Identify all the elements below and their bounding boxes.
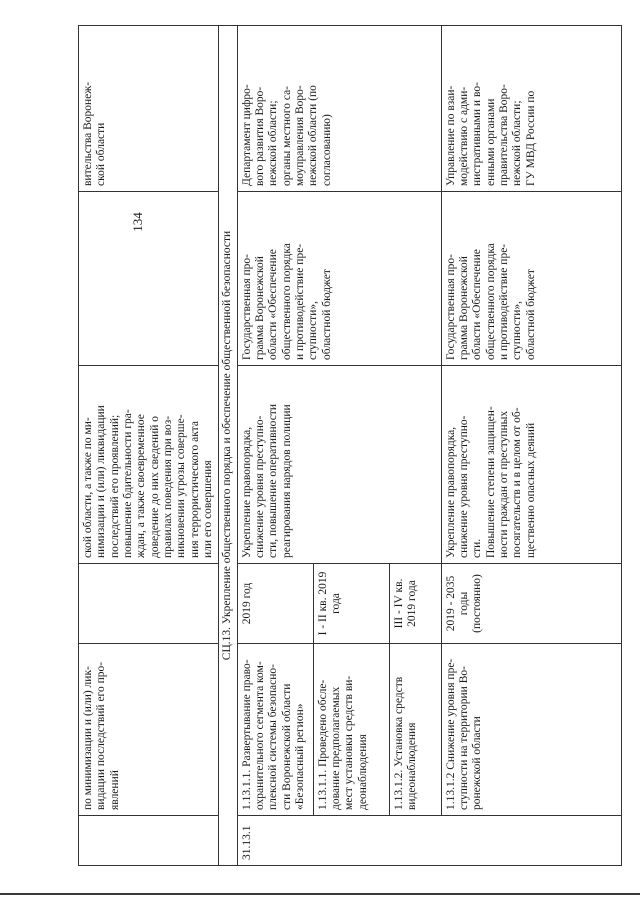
rotated-table-area (78, 26, 589, 866)
cell-text: Управление по взаи- модействию с адми- нистративными и во- енными органами правительства Воро- нежской области; ГУ МВД России по (444, 82, 537, 186)
table-cell (79, 644, 219, 816)
table-cell (237, 366, 441, 564)
table-cell (441, 564, 621, 644)
table-row (237, 26, 313, 866)
cell-text: Укрепление правопорядка, снижение уровня преступно- сти, повышение оперативности реагирования нарядов полиции (240, 404, 293, 558)
cell-text: III - IV кв. 2019 года (392, 578, 418, 629)
table-cell (237, 26, 441, 192)
cell-text: вительства Воронеж- ской области (82, 81, 108, 186)
bottom-rule (0, 893, 640, 895)
row-code: 31.13.1 (237, 816, 621, 866)
table-cell (79, 26, 219, 192)
cell-text: I - II кв. 2019 года (316, 571, 342, 636)
table-cell (79, 366, 219, 564)
table-cell (441, 644, 621, 816)
table-cell (441, 192, 621, 366)
cell-text: Государственная про- грамма Воронежской области «Обеспечение общественного порядка и противодействие пре- ступности», областной бюджет (444, 243, 537, 360)
cell-text: ской области, а также по ми- нимизации и (или) ликвидации последствий его проявлений; повышение бдительности гра- ждан, а также своевременное доведение до них сведений о правилах поведения при воз- никновении угрозы соверше- ния террористического акта или его совершения (82, 405, 214, 558)
table-cell (441, 366, 621, 564)
cell-text: Государственная про- грамма Воронежской области «Обеспечение общественного порядка и противодействие пре- ступности», областной бюджет (240, 243, 333, 360)
cell-text: по минимизации и (или) лик- видации последствий его про- явлений (82, 661, 121, 810)
cell-text: 1.13.1.1. Проведено обсле- дование предполагаемых мест установки средств ви- деонаблюдения (316, 675, 369, 810)
cell-text: 2019 - 2035 годы (постоянно) (444, 574, 484, 633)
section-title: СЦ.13. Укрепление общественного порядка и обеспечение общественной безопасности (219, 26, 237, 866)
measures-table (78, 25, 622, 866)
cell-text: 2019 год (240, 582, 253, 625)
cell-text: Укрепление правопорядка, снижение уровня преступно- сти. Повышение степени защищен- ности граждан от преступных посягательств и в целом от об- щественно опасных деяний (444, 406, 537, 558)
table-cell (79, 564, 219, 644)
table-cell (389, 564, 441, 644)
table-row (441, 26, 621, 866)
section-row (219, 26, 237, 866)
cell-text: Департамент цифро- вого развития Воро- нежской области; органы местного са- моуправления Воро- нежской области (по согласованию) (240, 84, 333, 186)
table-cell (389, 644, 441, 816)
table-cell (441, 26, 621, 192)
table-cell (79, 816, 219, 866)
page-number: 134 (129, 212, 145, 232)
cell-text: 1.13.1.1. Развертывание право- охранительного сегмента ком- плексной системы безопасно- сти Воронежской области «Безопасный регион» (240, 659, 306, 810)
cell-text: 1.13.1.2. Установка средств видеонаблюдения (392, 676, 418, 810)
table-cell (237, 564, 313, 644)
table-cell (237, 192, 441, 366)
table-cell (313, 564, 389, 644)
table-cell (313, 644, 389, 816)
table-row (79, 26, 219, 866)
cell-text: 1.13.1.2 Снижение уровня пре- ступности на территории Во- ронежской области (444, 658, 484, 810)
table-cell (79, 192, 219, 366)
table-cell (237, 644, 313, 816)
